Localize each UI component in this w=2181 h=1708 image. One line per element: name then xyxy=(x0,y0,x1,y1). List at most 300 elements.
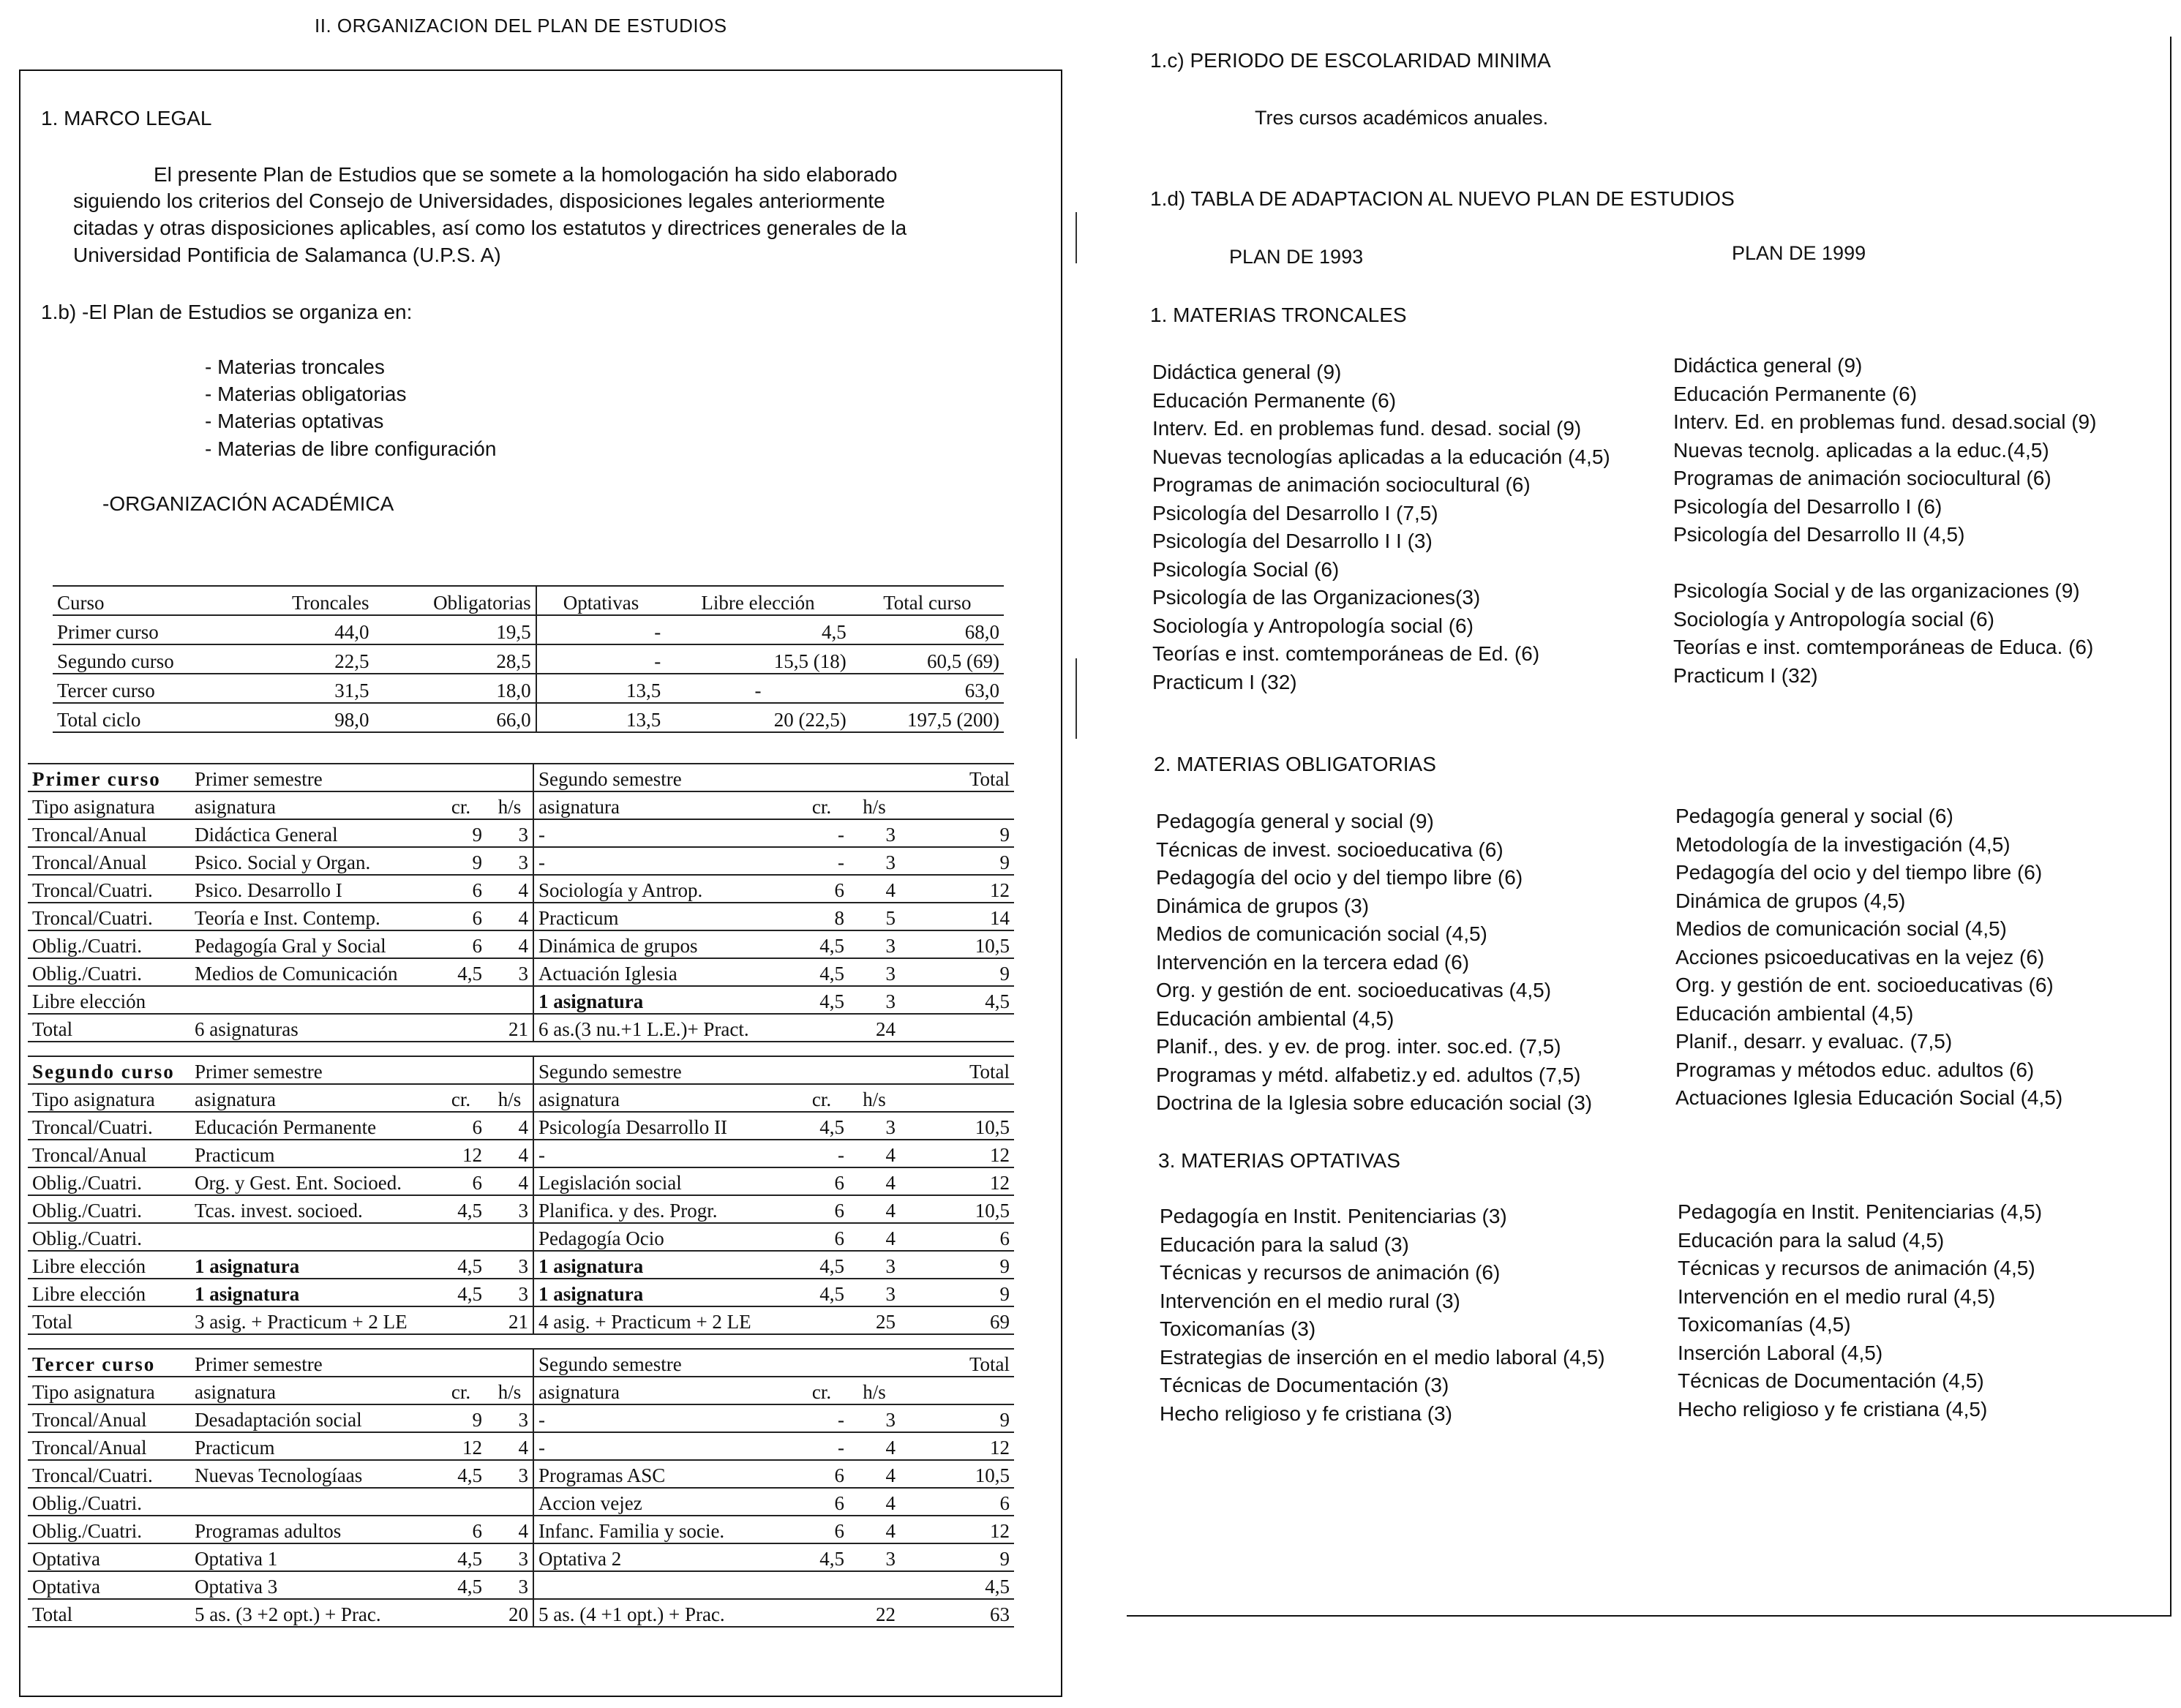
list-item: Practicum I (32) xyxy=(1152,670,1297,693)
summary-cell: 28,5 xyxy=(374,644,536,674)
year-table-tercer xyxy=(28,1348,1014,1628)
list-item: Hecho religioso y fe cristiana (3) xyxy=(1160,1402,1452,1425)
list-item: Interv. Ed. en problemas fund. desad.social (9) xyxy=(1673,410,2097,433)
org-item: - Materias optativas xyxy=(205,410,384,432)
table-cell: 4 xyxy=(487,1432,533,1460)
table-row xyxy=(28,1014,1014,1042)
table-cell: 6 xyxy=(435,875,487,903)
list-item: Psicología del Desarrollo II (4,5) xyxy=(1673,523,1965,546)
list-item: Actuaciones Iglesia Educación Social (4,5) xyxy=(1675,1086,2063,1109)
semester-2-heading: Segundo semestre xyxy=(533,1349,900,1377)
table-cell: 10,5 xyxy=(900,1195,1014,1223)
table-cell: Programas ASC xyxy=(533,1460,795,1488)
table-cell: 4 xyxy=(487,1167,533,1195)
table-cell xyxy=(533,1571,795,1599)
table-cell: Educación Permanente xyxy=(190,1112,435,1140)
summary-cell: 13,5 xyxy=(536,674,666,703)
table-cell: 3 xyxy=(487,1279,533,1306)
table-cell: 4,5 xyxy=(435,1460,487,1488)
table-cell: 4 xyxy=(487,1140,533,1167)
table-cell: 4,5 xyxy=(900,986,1014,1014)
list-item: Educación ambiental (4,5) xyxy=(1156,1007,1394,1030)
list-item: Psicología del Desarrollo I (7,5) xyxy=(1152,501,1438,524)
table-cell: 3 xyxy=(487,847,533,875)
table-cell xyxy=(900,1014,1014,1042)
table-cell: 12 xyxy=(900,875,1014,903)
column-header-row xyxy=(28,791,1014,819)
year-title: Primer curso xyxy=(28,764,190,791)
summary-row xyxy=(53,615,1004,644)
table-row xyxy=(28,1195,1014,1223)
obligatorias-old-list xyxy=(1156,808,1592,1118)
list-item: Sociología y Antropología social (6) xyxy=(1673,607,1994,631)
summary-row xyxy=(53,674,1004,703)
table-cell: 3 xyxy=(849,1543,900,1571)
table-cell: 1 asignatura xyxy=(533,1279,795,1306)
list-item: Interv. Ed. en problemas fund. desad. social (9) xyxy=(1152,417,1582,440)
table-cell: Oblig./Cuatri. xyxy=(28,1167,190,1195)
summary-cell: 15,5 (18) xyxy=(665,644,850,674)
table-cell: 4,5 xyxy=(795,1112,849,1140)
list-item: Medios de comunicación social (4,5) xyxy=(1156,922,1487,945)
table-cell: 4 xyxy=(487,875,533,903)
table-cell: 12 xyxy=(900,1140,1014,1167)
col-creditos: cr. xyxy=(795,791,849,819)
table-cell: Oblig./Cuatri. xyxy=(28,1223,190,1251)
table-cell: 6 xyxy=(795,1488,849,1516)
table-cell xyxy=(435,1306,487,1334)
table-cell: 4 xyxy=(849,875,900,903)
org-intro: 1.b) -El Plan de Estudios se organiza en: xyxy=(41,301,413,323)
table-row xyxy=(28,1112,1014,1140)
list-item: Programas de animación sociocultural (6) xyxy=(1673,467,2052,489)
summary-cell: 44,0 xyxy=(243,615,373,644)
org-item: - Materias obligatorias xyxy=(205,383,407,405)
table-cell: 3 xyxy=(849,1279,900,1306)
table-cell: 22 xyxy=(849,1599,900,1627)
semester-1-heading: Primer semestre xyxy=(190,1056,533,1084)
table-row xyxy=(28,1432,1014,1460)
table-cell: 4 xyxy=(849,1223,900,1251)
table-cell: 4,5 xyxy=(795,1543,849,1571)
summary-cell: 20 (22,5) xyxy=(665,703,850,732)
semester-2-heading: Segundo semestre xyxy=(533,1056,900,1084)
col-horas-semana: h/s xyxy=(487,1377,533,1404)
table-cell xyxy=(435,1014,487,1042)
table-cell: 3 xyxy=(849,1112,900,1140)
col-horas-semana: h/s xyxy=(849,1377,900,1404)
table-cell: 12 xyxy=(900,1167,1014,1195)
table-row xyxy=(28,1599,1014,1627)
marco-legal-line: Universidad Pontificia de Salamanca (U.P.S. A) xyxy=(73,244,501,266)
table-cell: Optativa 3 xyxy=(190,1571,435,1599)
table-cell: Legislación social xyxy=(533,1167,795,1195)
list-item: Educación ambiental (4,5) xyxy=(1675,1001,1914,1025)
table-cell: 4 xyxy=(487,930,533,958)
summary-cell: 4,5 xyxy=(665,615,850,644)
table-cell: 69 xyxy=(900,1306,1014,1334)
summary-cell: 31,5 xyxy=(243,674,373,703)
table-row xyxy=(28,1140,1014,1167)
list-item: Toxicomanías (3) xyxy=(1160,1317,1316,1340)
table-cell xyxy=(795,1599,849,1627)
summary-cell: 63,0 xyxy=(851,674,1004,703)
table-cell: 4,5 xyxy=(435,1543,487,1571)
table-cell: Troncal/Cuatri. xyxy=(28,1460,190,1488)
table-cell: 3 xyxy=(487,1543,533,1571)
table-cell: Dinámica de grupos xyxy=(533,930,795,958)
table-cell: Troncal/Anual xyxy=(28,1432,190,1460)
table-cell: 4 xyxy=(849,1195,900,1223)
col-asignatura: asignatura xyxy=(190,791,435,819)
col-creditos: cr. xyxy=(795,1377,849,1404)
col-tipo-asignatura: Tipo asignatura xyxy=(28,1377,190,1404)
summary-cell: 18,0 xyxy=(374,674,536,703)
table-cell: 10,5 xyxy=(900,930,1014,958)
table-cell: Practicum xyxy=(190,1140,435,1167)
marco-legal-line: siguiendo los criterios del Consejo de Universidades, disposiciones legales anteriormente xyxy=(73,189,885,212)
table-cell: 10,5 xyxy=(900,1112,1014,1140)
table-cell: 3 xyxy=(849,1404,900,1432)
summary-header-cell: Libre elección xyxy=(665,586,850,615)
list-item: Pedagogía del ocio y del tiempo libre (6) xyxy=(1156,866,1523,889)
table-cell: 4,5 xyxy=(435,958,487,986)
summary-cell: 197,5 (200) xyxy=(851,703,1004,732)
semester-1-heading: Primer semestre xyxy=(190,764,533,791)
table-cell: 8 xyxy=(795,903,849,930)
table-cell: 3 xyxy=(849,1251,900,1279)
summary-row xyxy=(53,703,1004,732)
summary-cell: Tercer curso xyxy=(53,674,243,703)
col-tipo-asignatura: Tipo asignatura xyxy=(28,1084,190,1112)
col-total xyxy=(900,1084,1014,1112)
table-cell: 3 xyxy=(849,819,900,847)
list-item: Técnicas de Documentación (4,5) xyxy=(1678,1369,1984,1392)
summary-cell: Segundo curso xyxy=(53,644,243,674)
semester-2-heading: Segundo semestre xyxy=(533,764,900,791)
table-cell: Programas adultos xyxy=(190,1516,435,1543)
table-cell: Troncal/Cuatri. xyxy=(28,875,190,903)
table-cell: - xyxy=(533,847,795,875)
table-row xyxy=(28,1488,1014,1516)
list-item: Medios de comunicación social (4,5) xyxy=(1675,917,2007,940)
table-cell: Libre elección xyxy=(28,986,190,1014)
list-item: Psicología Social y de las organizaciones (9) xyxy=(1673,579,2080,602)
summary-cell: 68,0 xyxy=(851,615,1004,644)
col-horas-semana: h/s xyxy=(849,791,900,819)
marco-legal-line: citadas y otras disposiciones aplicables, así como los estatutos y directrices generales de la xyxy=(73,217,907,239)
table-row xyxy=(28,1543,1014,1571)
table-cell: 4,5 xyxy=(435,1195,487,1223)
table-cell: 4,5 xyxy=(795,930,849,958)
table-cell: 4,5 xyxy=(900,1571,1014,1599)
table-cell: Troncal/Cuatri. xyxy=(28,903,190,930)
year-title: Tercer curso xyxy=(28,1349,190,1377)
table-cell: 14 xyxy=(900,903,1014,930)
summary-cell: - xyxy=(536,644,666,674)
optativas-old-list xyxy=(1160,1203,1605,1428)
list-item: Sociología y Antropología social (6) xyxy=(1152,614,1474,637)
col-creditos: cr. xyxy=(435,1377,487,1404)
table-cell: Nuevas Tecnologíaas xyxy=(190,1460,435,1488)
col-horas-semana: h/s xyxy=(487,791,533,819)
table-cell: Pedagogía Gral y Social xyxy=(190,930,435,958)
table-cell: 3 xyxy=(487,1251,533,1279)
table-cell: Troncal/Anual xyxy=(28,1140,190,1167)
table-cell: - xyxy=(795,819,849,847)
table-cell: 6 xyxy=(795,1195,849,1223)
col-asignatura: asignatura xyxy=(190,1084,435,1112)
table-cell: 9 xyxy=(900,819,1014,847)
list-item: Didáctica general (9) xyxy=(1152,361,1342,383)
col-horas-semana: h/s xyxy=(849,1084,900,1112)
table-cell: Optativa 2 xyxy=(533,1543,795,1571)
table-cell: 6 xyxy=(435,1112,487,1140)
table-cell: 12 xyxy=(435,1432,487,1460)
table-cell: 3 xyxy=(487,1404,533,1432)
list-item xyxy=(1673,549,2096,578)
table-row xyxy=(28,986,1014,1014)
year-table-primer xyxy=(28,763,1014,1042)
table-cell: 6 xyxy=(795,1167,849,1195)
table-cell xyxy=(190,986,435,1014)
list-item: Educación Permanente (6) xyxy=(1152,388,1397,412)
list-item: Educación para la salud (4,5) xyxy=(1678,1228,1945,1252)
table-cell: 3 xyxy=(849,930,900,958)
divider-line xyxy=(1076,658,1077,739)
summary-cell: - xyxy=(536,615,666,644)
table-cell: 4,5 xyxy=(795,1251,849,1279)
table-row xyxy=(28,1167,1014,1195)
table-cell: Optativa 1 xyxy=(190,1543,435,1571)
table-cell: 5 as. (3 +2 opt.) + Prac. xyxy=(190,1599,435,1627)
column-header-row xyxy=(28,1377,1014,1404)
col-creditos: cr. xyxy=(435,1084,487,1112)
summary-cell: 13,5 xyxy=(536,703,666,732)
table-cell xyxy=(849,1571,900,1599)
total-heading: Total xyxy=(900,1056,1014,1084)
list-item: Educación Permanente (6) xyxy=(1673,382,1918,405)
page-title: II. ORGANIZACION DEL PLAN DE ESTUDIOS xyxy=(315,15,727,37)
table-cell xyxy=(435,1223,487,1251)
list-item: Estrategias de inserción en el medio laboral (4,5) xyxy=(1160,1345,1605,1369)
table-cell: 6 asignaturas xyxy=(190,1014,435,1042)
table-cell: 4,5 xyxy=(795,958,849,986)
summary-cell: 60,5 (69) xyxy=(851,644,1004,674)
col-asignatura: asignatura xyxy=(533,1377,795,1404)
table-cell: 6 xyxy=(435,930,487,958)
table-cell: Planifica. y des. Progr. xyxy=(533,1195,795,1223)
summary-cell: 66,0 xyxy=(374,703,536,732)
list-item: Psicología de las Organizaciones(3) xyxy=(1152,586,1481,609)
table-cell: Teoría e Inst. Contemp. xyxy=(190,903,435,930)
column-header-row xyxy=(28,1084,1014,1112)
table-cell: 9 xyxy=(900,1251,1014,1279)
table-row xyxy=(28,1251,1014,1279)
table-cell: Oblig./Cuatri. xyxy=(28,958,190,986)
plan-1993-heading: PLAN DE 1993 xyxy=(1229,246,1364,268)
table-row xyxy=(28,1306,1014,1334)
list-item: Programas de animación sociocultural (6) xyxy=(1152,473,1531,496)
table-row xyxy=(28,847,1014,875)
table-cell: Tcas. invest. socioed. xyxy=(190,1195,435,1223)
table-cell: 6 xyxy=(435,1516,487,1543)
list-item: Nuevas tecnologías aplicadas a la educación (4,5) xyxy=(1152,445,1610,468)
table-cell xyxy=(487,986,533,1014)
summary-row xyxy=(53,644,1004,674)
table-cell: Oblig./Cuatri. xyxy=(28,1195,190,1223)
list-item: Dinámica de grupos (3) xyxy=(1156,894,1370,917)
table-cell: - xyxy=(533,1140,795,1167)
list-item: Doctrina de la Iglesia sobre educación social (3) xyxy=(1156,1091,1593,1114)
table-cell: - xyxy=(795,847,849,875)
table-cell xyxy=(435,1599,487,1627)
total-heading: Total xyxy=(900,1349,1014,1377)
table-cell: 4 asig. + Practicum + 2 LE xyxy=(533,1306,795,1334)
org-item: - Materias troncales xyxy=(205,355,385,378)
table-cell xyxy=(487,1488,533,1516)
table-cell: 6 xyxy=(795,1460,849,1488)
table-cell: 6 xyxy=(900,1488,1014,1516)
table-cell: 4 xyxy=(487,1516,533,1543)
table-cell: - xyxy=(795,1404,849,1432)
table-cell: 6 xyxy=(435,903,487,930)
table-cell: - xyxy=(533,1404,795,1432)
summary-cell: 19,5 xyxy=(374,615,536,644)
table-cell xyxy=(795,1306,849,1334)
list-item: Hecho religioso y fe cristiana (4,5) xyxy=(1678,1397,1988,1421)
table-cell: 10,5 xyxy=(900,1460,1014,1488)
table-cell: 6 xyxy=(435,1167,487,1195)
table-cell: 25 xyxy=(849,1306,900,1334)
summary-header-row xyxy=(53,586,1004,615)
summary-header-cell: Curso xyxy=(53,586,243,615)
table-cell: Desadaptación social xyxy=(190,1404,435,1432)
table-cell: 3 xyxy=(487,1195,533,1223)
table-cell: Optativa xyxy=(28,1543,190,1571)
summary-cell: Primer curso xyxy=(53,615,243,644)
col-tipo-asignatura: Tipo asignatura xyxy=(28,791,190,819)
table-cell: - xyxy=(533,819,795,847)
table-cell: Practicum xyxy=(533,903,795,930)
table-cell: 6 xyxy=(795,875,849,903)
table-cell: - xyxy=(533,1432,795,1460)
table-cell: 3 xyxy=(487,1571,533,1599)
year-title: Segundo curso xyxy=(28,1056,190,1084)
table-cell: 12 xyxy=(435,1140,487,1167)
table-cell: Didáctica General xyxy=(190,819,435,847)
table-cell: 3 asig. + Practicum + 2 LE xyxy=(190,1306,435,1334)
table-row xyxy=(28,1516,1014,1543)
table-cell: 3 xyxy=(849,847,900,875)
list-item: Pedagogía en Instit. Penitenciarias (4,5) xyxy=(1678,1200,2043,1223)
table-cell: 4 xyxy=(849,1516,900,1543)
table-cell: 3 xyxy=(487,819,533,847)
table-cell: 63 xyxy=(900,1599,1014,1627)
summary-header-cell: Total curso xyxy=(851,586,1004,615)
list-item: Técnicas de Documentación (3) xyxy=(1160,1374,1449,1396)
table-cell: 4 xyxy=(849,1167,900,1195)
col-total xyxy=(900,791,1014,819)
table-cell xyxy=(190,1223,435,1251)
table-cell: 4,5 xyxy=(795,1279,849,1306)
table-row xyxy=(28,875,1014,903)
list-item: Practicum I (32) xyxy=(1673,663,1818,687)
table-cell: Oblig./Cuatri. xyxy=(28,1488,190,1516)
summary-cell: Total ciclo xyxy=(53,703,243,732)
list-item: Intervención en el medio rural (4,5) xyxy=(1678,1284,1996,1308)
table-cell: 1 asignatura xyxy=(533,986,795,1014)
table-cell: 3 xyxy=(849,958,900,986)
table-cell: 9 xyxy=(435,1404,487,1432)
list-item: Metodología de la investigación (4,5) xyxy=(1675,832,2011,856)
list-item: Técnicas de invest. socioeducativa (6) xyxy=(1156,838,1504,861)
table-cell: 21 xyxy=(487,1306,533,1334)
table-cell: 4 xyxy=(849,1460,900,1488)
table-cell: 9 xyxy=(900,847,1014,875)
summary-header-cell: Obligatorias xyxy=(374,586,536,615)
list-item: Nuevas tecnolg. aplicadas a la educ.(4,5) xyxy=(1673,438,2049,462)
optativas-section-title: 3. MATERIAS OPTATIVAS xyxy=(1158,1149,1400,1172)
list-item: Inserción Laboral (4,5) xyxy=(1678,1341,1883,1364)
summary-cell: 98,0 xyxy=(243,703,373,732)
table-cell: Libre elección xyxy=(28,1251,190,1279)
semester-1-heading: Primer semestre xyxy=(190,1349,533,1377)
table-cell: Sociología y Antrop. xyxy=(533,875,795,903)
table-cell: Troncal/Anual xyxy=(28,1404,190,1432)
list-item: Técnicas y recursos de animación (4,5) xyxy=(1678,1257,2035,1279)
table-cell: 9 xyxy=(900,1404,1014,1432)
table-cell xyxy=(487,1223,533,1251)
table-cell xyxy=(435,986,487,1014)
table-cell: 4 xyxy=(849,1432,900,1460)
list-item: Didáctica general (9) xyxy=(1673,354,1863,377)
list-item: Dinámica de grupos (4,5) xyxy=(1675,889,1906,912)
list-item: Educación para la salud (3) xyxy=(1160,1233,1409,1256)
table-cell: Actuación Iglesia xyxy=(533,958,795,986)
org-item: - Materias de libre configuración xyxy=(205,437,497,460)
table-cell: 4,5 xyxy=(435,1571,487,1599)
list-item: Intervención en el medio rural (3) xyxy=(1160,1289,1460,1312)
list-item: Psicología del Desarrollo I (6) xyxy=(1673,494,1942,518)
table-cell: 12 xyxy=(900,1516,1014,1543)
table-cell: 9 xyxy=(900,1543,1014,1571)
table-cell: 6 xyxy=(795,1516,849,1543)
table-cell: 9 xyxy=(900,958,1014,986)
table-row xyxy=(28,958,1014,986)
table-cell: Psico. Desarrollo I xyxy=(190,875,435,903)
table-row xyxy=(28,1404,1014,1432)
list-item: Org. y gestión de ent. socioeducativas (4,5) xyxy=(1156,979,1552,1001)
optativas-new-list xyxy=(1678,1198,2042,1423)
list-item: Planif., des. y ev. de prog. inter. soc.ed. (7,5) xyxy=(1156,1035,1561,1058)
table-cell: Pedagogía Ocio xyxy=(533,1223,795,1251)
table-row xyxy=(28,819,1014,847)
table-cell: 4 xyxy=(849,1140,900,1167)
list-item: Teorías e inst. comtemporáneas de Educa. (6) xyxy=(1673,636,2094,658)
table-cell: 3 xyxy=(849,986,900,1014)
table-cell: 24 xyxy=(849,1014,900,1042)
list-item: Programas y métodos educ. adultos (6) xyxy=(1675,1058,2035,1081)
troncales-old-list xyxy=(1152,358,1610,696)
troncales-new-list xyxy=(1673,352,2096,690)
list-item: Psicología Social (6) xyxy=(1152,557,1340,581)
table-cell: Oblig./Cuatri. xyxy=(28,930,190,958)
org-academica-heading: -ORGANIZACIÓN ACADÉMICA xyxy=(102,492,394,515)
table-cell: 4 xyxy=(849,1488,900,1516)
table-cell: 1 asignatura xyxy=(533,1251,795,1279)
table-row xyxy=(28,1279,1014,1306)
